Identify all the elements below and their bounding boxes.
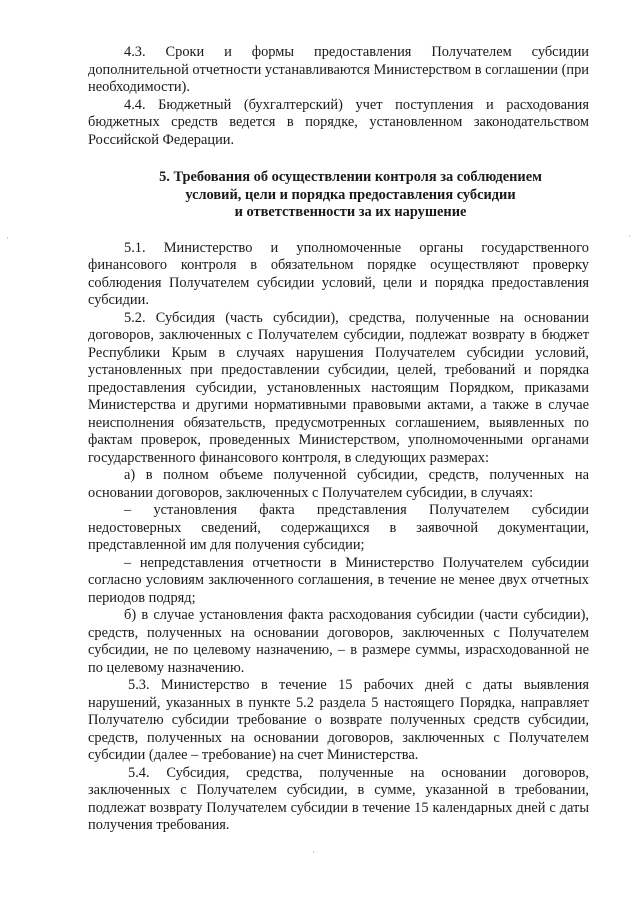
paragraph-5-4: 5.4. Субсидия, средства, полученные на основании договоров, заключенных с Получателем субсидии, в сумме, указанной в требовании, подлежат возврату Получателем субсидии в течение 15 календарных дней с даты получения требования.	[88, 764, 589, 833]
heading-line: 5. Требования об осуществлении контроля за соблюдением	[159, 169, 542, 185]
paragraph-5-2-a: а) в полном объеме полученной субсидии, средств, полученных на основании договоров, заключенных с Получателем субсидии, в случаях:	[88, 467, 589, 501]
paragraph-5-2: 5.2. Субсидия (часть субсидии), средства, полученные на основании договоров, заключенных с Получателем субсидии, подлежат возврату в бюджет Республики Крым в случаях нарушения Получателем субсидии условий, установленных при предоставлении субсидии, целей, требований и порядка предоставления субсидии, установленных настоящим Порядком, приказами Министерства и другими нормативными правовыми актами, а также в случае неисполнения обязательств, предусмотренных соглашением, выявленных по фактам проверок, проведенных Министерством, уполномоченными органами государственного финансового контроля, в следующих размерах:	[88, 309, 589, 466]
heading-line: и ответственности за их нарушение	[234, 204, 467, 220]
section-5-heading	[88, 169, 589, 222]
scan-speck: ·	[312, 847, 315, 857]
heading-line: условий, цели и порядка предоставления субсидии	[185, 186, 516, 203]
document-page	[88, 44, 589, 835]
paragraph-5-2-a-dash-1: – установления факта представления Получателем субсидии недостоверных сведений, содержащихся в заявочной документации, представленной им для получения субсидии;	[88, 502, 589, 553]
paragraph-5-3: 5.3. Министерство в течение 15 рабочих дней с даты выявления нарушений, указанных в пункте 5.2 раздела 5 настоящего Порядка, направляет Получателю субсидии требование о возврате полученных средств субсидии, средств, полученных на основании договоров, заключенных с Получателем субсидии (далее – требование) на счет Министерства.	[88, 677, 589, 763]
scan-speck: ·	[628, 231, 631, 241]
paragraph-5-2-a-dash-2: – непредставления отчетности в Министерство Получателем субсидии согласно условиям заключенного соглашения, в течение не менее двух отчетных периодов подряд;	[88, 554, 589, 606]
paragraph-5-1: 5.1. Министерство и уполномоченные органы государственного финансового контроля в обязательном порядке осуществляют проверку соблюдения Получателем субсидии условий, цели и порядка предоставления субсидии.	[88, 239, 589, 308]
paragraph-4-4: 4.4. Бюджетный (бухгалтерский) учет поступления и расходования бюджетных средств ведется в порядке, установленном законодательством Российской Федерации.	[88, 96, 589, 148]
paragraph-5-2-b: б) в случае установления факта расходования субсидии (части субсидии), средств, полученных на основании договоров, заключенных с Получателем субсидии, не по целевому назначению, – в размере суммы, израсходованной не по целевому назначению.	[88, 607, 589, 676]
scan-speck: ·	[6, 233, 9, 243]
paragraph-4-3: 4.3. Сроки и формы предоставления Получателем субсидии дополнительной отчетности устанавливаются Министерством в соглашении (при необходимости).	[88, 44, 589, 95]
